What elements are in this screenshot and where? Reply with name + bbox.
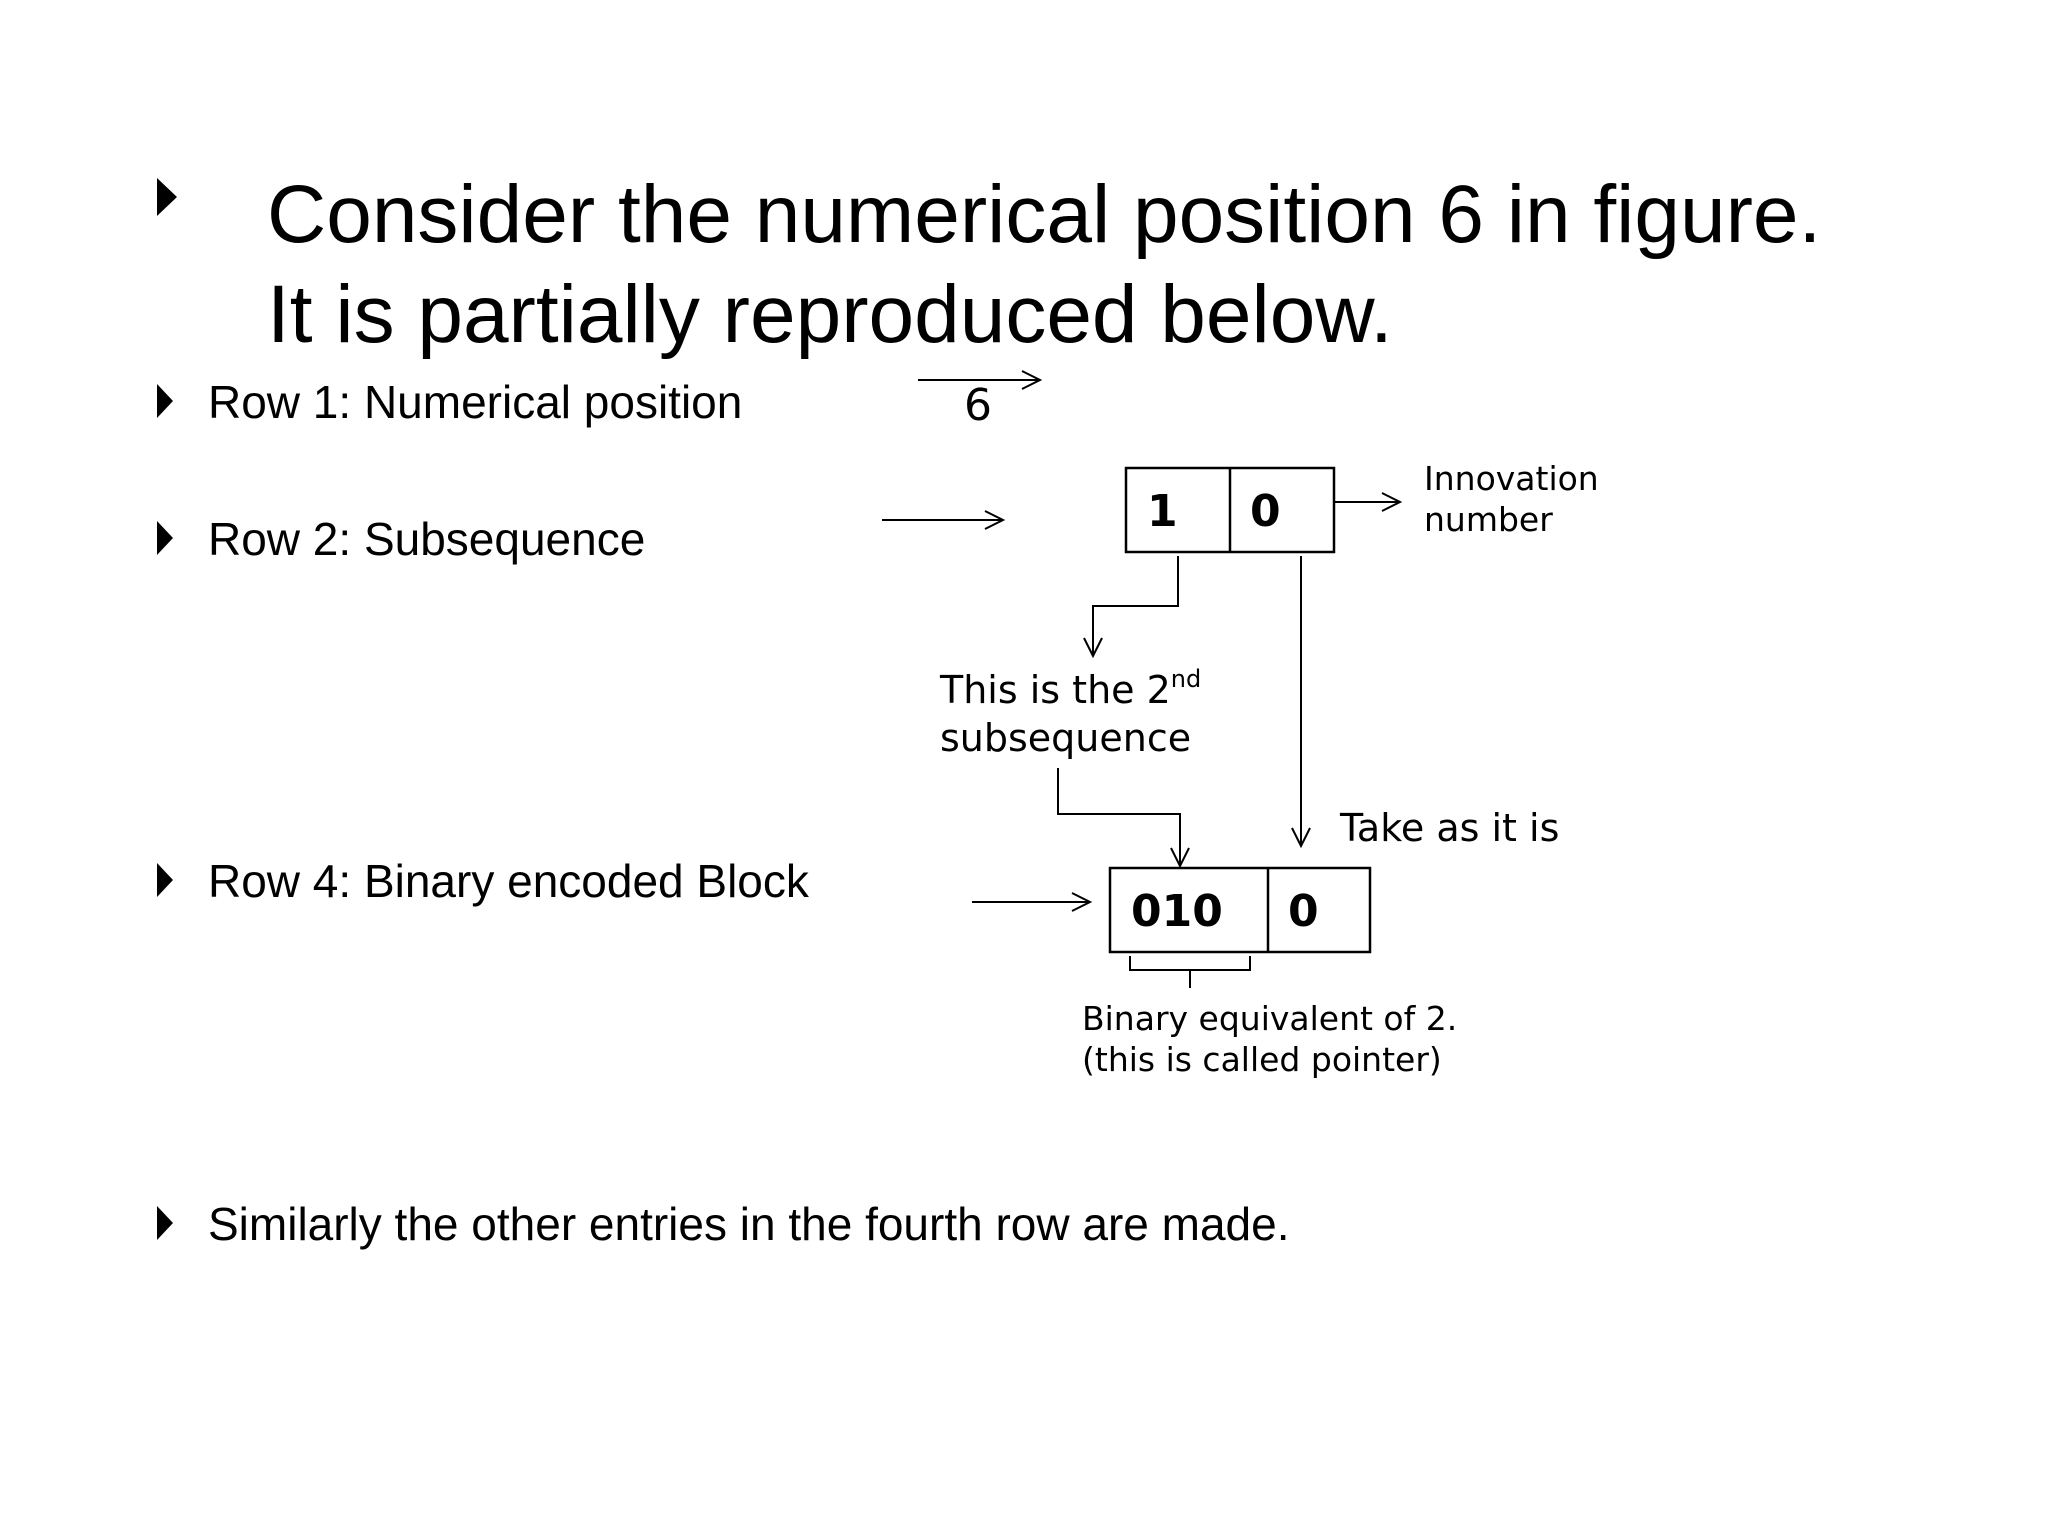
pointer-note-line1: Binary equivalent of 2. [1082, 999, 1458, 1038]
closing-text: Similarly the other entries in the fourth row are made. [208, 1198, 1290, 1250]
subseq-elbow-arrow [1093, 556, 1178, 656]
encoded-cell-1: 010 [1131, 886, 1223, 937]
row4-label: Row 4: Binary encoded Block [208, 855, 809, 907]
innovation-label-line2: number [1424, 500, 1553, 539]
innovation-label-line1: Innovation [1424, 459, 1599, 498]
subsequence-cell-2: 0 [1250, 486, 1281, 537]
pointer-brace [1130, 956, 1250, 988]
title-line-2: It is partially reproduced below. [267, 269, 1393, 360]
subseq-note-line1: This is the 2nd [940, 665, 1202, 712]
subsequence-cell-1: 1 [1147, 486, 1178, 537]
title-line-1: Consider the numerical position 6 in figure. [267, 169, 1822, 260]
pointer-note-line2: (this is called pointer) [1082, 1040, 1442, 1079]
row2-label: Row 2: Subsequence [208, 513, 646, 565]
encoded-cell-2: 0 [1288, 886, 1319, 937]
position-value: 6 [964, 380, 992, 431]
pointer-elbow-arrow [1058, 768, 1180, 866]
subseq-note-line2: subsequence [940, 716, 1192, 760]
take-as-is-label: Take as it is [1340, 806, 1560, 850]
row1-label: Row 1: Numerical position [208, 376, 743, 428]
